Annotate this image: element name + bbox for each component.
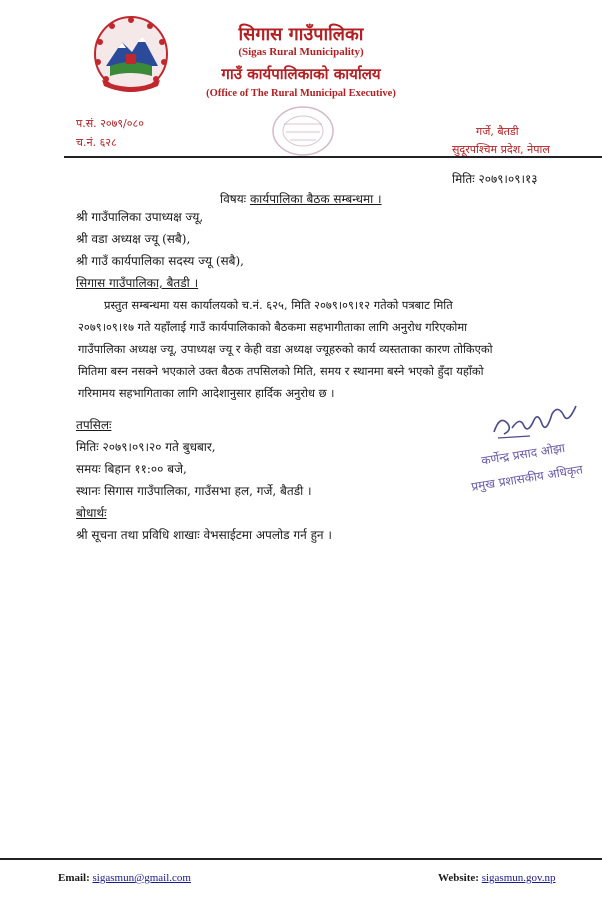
location-line-1: गर्जे, बैतडी — [476, 125, 519, 138]
cc-heading: बोधार्थः — [76, 506, 107, 520]
details-block — [76, 414, 332, 546]
office-name-english: (Office of The Rural Municipal Executive) — [206, 88, 396, 99]
website-link[interactable]: sigasmun.gov.np — [481, 872, 556, 884]
subject-line — [220, 188, 382, 210]
recipient-line: श्री वडा अध्यक्ष ज्यू (सबै), — [76, 232, 191, 246]
subject-text: कार्यपालिका बैठक सम्बन्धमा । — [249, 192, 382, 206]
footer-divider — [0, 858, 602, 860]
footer-website — [438, 872, 556, 884]
letter-date: मितिः २०७९।०९।१३ — [452, 172, 538, 186]
details-heading: तपसिलः — [76, 418, 112, 432]
signatory-name: कर्णेन्द्र प्रसाद ओझा — [480, 440, 566, 468]
details-line: समयः बिहान ११:०० बजे, — [76, 462, 187, 476]
reference-cn: च.नं. ६२८ — [76, 136, 117, 149]
reference-ps: प.सं. २०७९/०८० — [76, 117, 144, 130]
municipality-name-nepali: सिगास गाउँपालिका — [238, 24, 364, 45]
details-line: मितिः २०७९।०९।२० गते बुधबार, — [76, 440, 216, 454]
municipality-name-english: (Sigas Rural Municipality) — [238, 46, 364, 58]
email-link[interactable]: sigasmun@gmail.com — [92, 872, 191, 884]
recipient-line: श्री गाउँपालिका उपाध्यक्ष ज्यू, — [76, 210, 204, 224]
recipient-line: श्री गाउँ कार्यपालिका सदस्य ज्यू (सबै), — [76, 254, 244, 268]
recipient-line: सिगास गाउँपालिका, बैतडी । — [76, 276, 199, 290]
body-paragraph — [78, 294, 580, 404]
header-divider — [64, 156, 602, 158]
location-line-2: सुदूरपश्चिम प्रदेश, नेपाल — [452, 143, 550, 156]
signatory-title: प्रमुख प्रशासकीय अधिकृत — [470, 462, 584, 494]
body-line: गाउँपालिका अध्यक्ष ज्यू, उपाध्यक्ष ज्यू र केही वडा अध्यक्ष ज्यूहरुको कार्य व्यस्तताका कारण तोकिएको — [78, 342, 493, 356]
body-line: गरिमामय सहभागिताका लागि आदेशानुसार हार्दिक अनुरोध छ । — [78, 386, 335, 400]
signature-scribble — [490, 394, 580, 442]
cc-line: श्री सूचना तथा प्रविधि शाखाः वेभसाईटमा अपलोड गर्न हुन । — [76, 528, 332, 542]
subject-label: विषयः — [220, 192, 247, 206]
body-line: मितिमा बस्न नसक्ने भएकाले उक्त बैठक तपसिलको मिति, समय र स्थानमा बस्ने भएको हुँदा यहाँको — [78, 364, 484, 378]
footer-email — [58, 872, 191, 884]
website-label: Website: — [438, 872, 479, 884]
body-line: प्रस्तुत सम्बन्धमा यस कार्यालयको च.नं. ६२५, मिति २०७९।०९।१२ गतेको पत्रबाट मिति — [104, 298, 453, 312]
recipients-block — [76, 206, 244, 294]
office-name-nepali: गाउँ कार्यपालिकाको कार्यालय — [221, 65, 381, 83]
office-stamp — [270, 104, 336, 158]
body-line: २०७९।०९।१७ गते यहाँलाई गाउँ कार्यपालिकाको बैठकमा सहभागीताका लागि अनुरोध गरिएकोमा — [78, 320, 468, 334]
email-label: Email: — [58, 872, 90, 884]
details-line: स्थानः सिगास गाउँपालिका, गाउँसभा हल, गर्जे, बैतडी । — [76, 484, 312, 498]
